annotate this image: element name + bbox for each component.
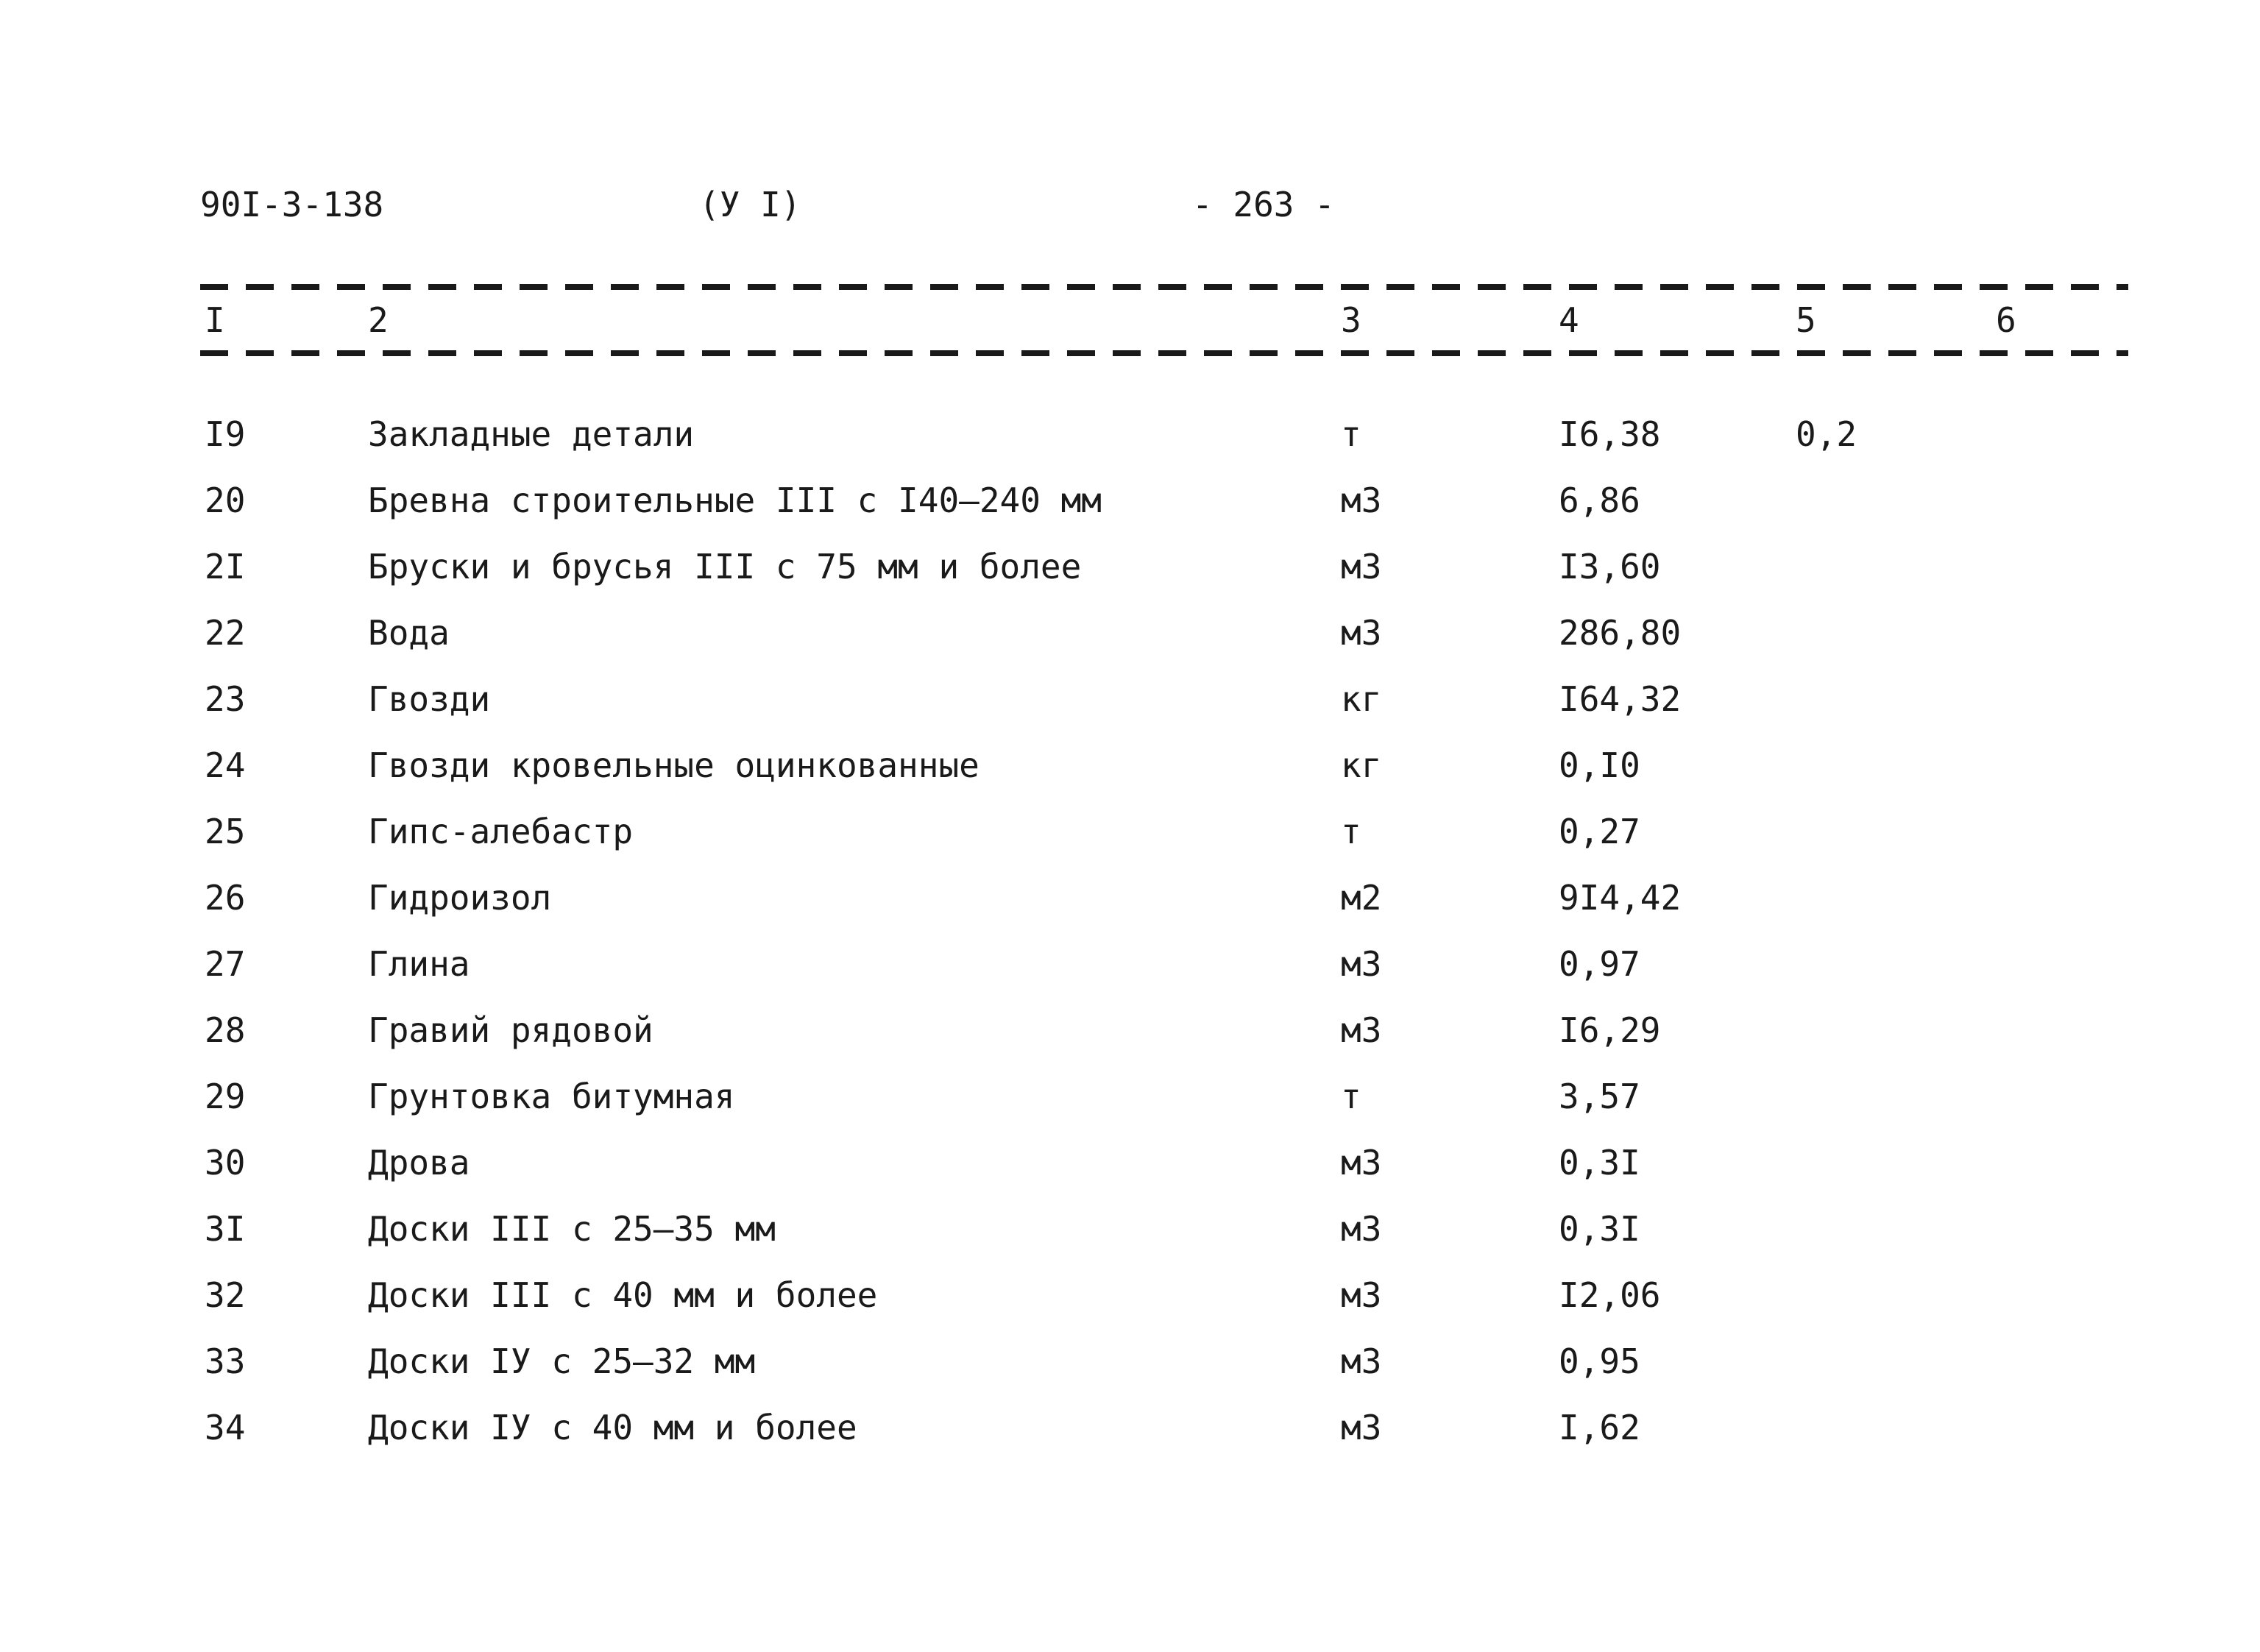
table-header-rule [200,350,2128,356]
material-name: Закладные детали [368,414,695,454]
row-number: I9 [205,414,246,454]
column-5-value: 0,2 [1796,414,1857,454]
unit-of-measure: м2 [1341,878,1382,918]
unit-of-measure: м3 [1341,1341,1382,1381]
material-name: Доски III с 25–35 мм [368,1209,776,1249]
table-top-rule [200,284,2128,290]
column-header-5: 5 [1796,300,1816,340]
unit-of-measure: м3 [1341,944,1382,984]
column-header-1: I [205,300,225,340]
unit-of-measure: м3 [1341,1408,1382,1447]
table-row [0,1004,2260,1071]
table-row [0,607,2260,673]
table-row [0,806,2260,872]
table-row [0,1269,2260,1336]
table-row [0,1336,2260,1402]
table-row [0,673,2260,740]
quantity: 0,3I [1559,1209,1640,1249]
quantity: 3,57 [1559,1077,1640,1116]
table-row [0,1071,2260,1137]
quantity: I3,60 [1559,547,1661,586]
document-variant: (У I) [699,185,801,224]
row-number: 26 [205,878,246,918]
material-name: Вода [368,613,450,653]
column-header-6: 6 [1996,300,2016,340]
column-header-2: 2 [368,300,389,340]
material-name: Гипс-алебастр [368,812,634,851]
row-number: 29 [205,1077,246,1116]
material-name: Бруски и брусья III с 75 мм и более [368,547,1082,586]
material-name: Бревна строительные III с I40–240 мм [368,481,1102,520]
table-row [0,475,2260,541]
row-number: 30 [205,1143,246,1183]
table-body [0,408,2260,1468]
material-name: Глина [368,944,470,984]
material-name: Доски III с 40 мм и более [368,1275,878,1315]
material-name: Грунтовка битумная [368,1077,735,1116]
quantity: 0,95 [1559,1341,1640,1381]
row-number: 3I [205,1209,246,1249]
table-row [0,408,2260,475]
table-column-headers [0,294,2260,346]
column-header-4: 4 [1559,300,1579,340]
quantity: 0,97 [1559,944,1640,984]
unit-of-measure: м3 [1341,547,1382,586]
material-name: Гвозди [368,679,491,719]
unit-of-measure: м3 [1341,1275,1382,1315]
row-number: 2I [205,547,246,586]
material-name: Дрова [368,1143,470,1183]
unit-of-measure: м3 [1341,1209,1382,1249]
row-number: 34 [205,1408,246,1447]
row-number: 24 [205,745,246,785]
unit-of-measure: т [1341,1077,1361,1116]
unit-of-measure: т [1341,812,1361,851]
row-number: 27 [205,944,246,984]
document-code: 90I-3-138 [200,185,384,224]
column-header-3: 3 [1341,300,1361,340]
unit-of-measure: кг [1341,745,1382,785]
unit-of-measure: т [1341,414,1361,454]
quantity: 286,80 [1559,613,1682,653]
quantity: I,62 [1559,1408,1640,1447]
row-number: 33 [205,1341,246,1381]
quantity: 0,27 [1559,812,1640,851]
table-row [0,740,2260,806]
quantity: I64,32 [1559,679,1682,719]
material-name: Доски IУ с 40 мм и более [368,1408,857,1447]
row-number: 32 [205,1275,246,1315]
table-row [0,1402,2260,1468]
quantity: I2,06 [1559,1275,1661,1315]
table-row [0,938,2260,1004]
unit-of-measure: м3 [1341,481,1382,520]
quantity: 0,I0 [1559,745,1640,785]
unit-of-measure: м3 [1341,1143,1382,1183]
table-row [0,541,2260,607]
row-number: 28 [205,1010,246,1050]
table-row [0,1137,2260,1203]
quantity: 9I4,42 [1559,878,1682,918]
quantity: I6,29 [1559,1010,1661,1050]
table-row [0,872,2260,938]
quantity: 0,3I [1559,1143,1640,1183]
unit-of-measure: м3 [1341,1010,1382,1050]
row-number: 22 [205,613,246,653]
material-name: Доски IУ с 25–32 мм [368,1341,756,1381]
unit-of-measure: кг [1341,679,1382,719]
table-row [0,1203,2260,1269]
material-name: Гидроизол [368,878,552,918]
material-name: Гравий рядовой [368,1010,653,1050]
row-number: 20 [205,481,246,520]
unit-of-measure: м3 [1341,613,1382,653]
quantity: 6,86 [1559,481,1640,520]
page-number: - 263 - [1192,185,1335,224]
row-number: 23 [205,679,246,719]
material-name: Гвозди кровельные оцинкованные [368,745,980,785]
row-number: 25 [205,812,246,851]
quantity: I6,38 [1559,414,1661,454]
